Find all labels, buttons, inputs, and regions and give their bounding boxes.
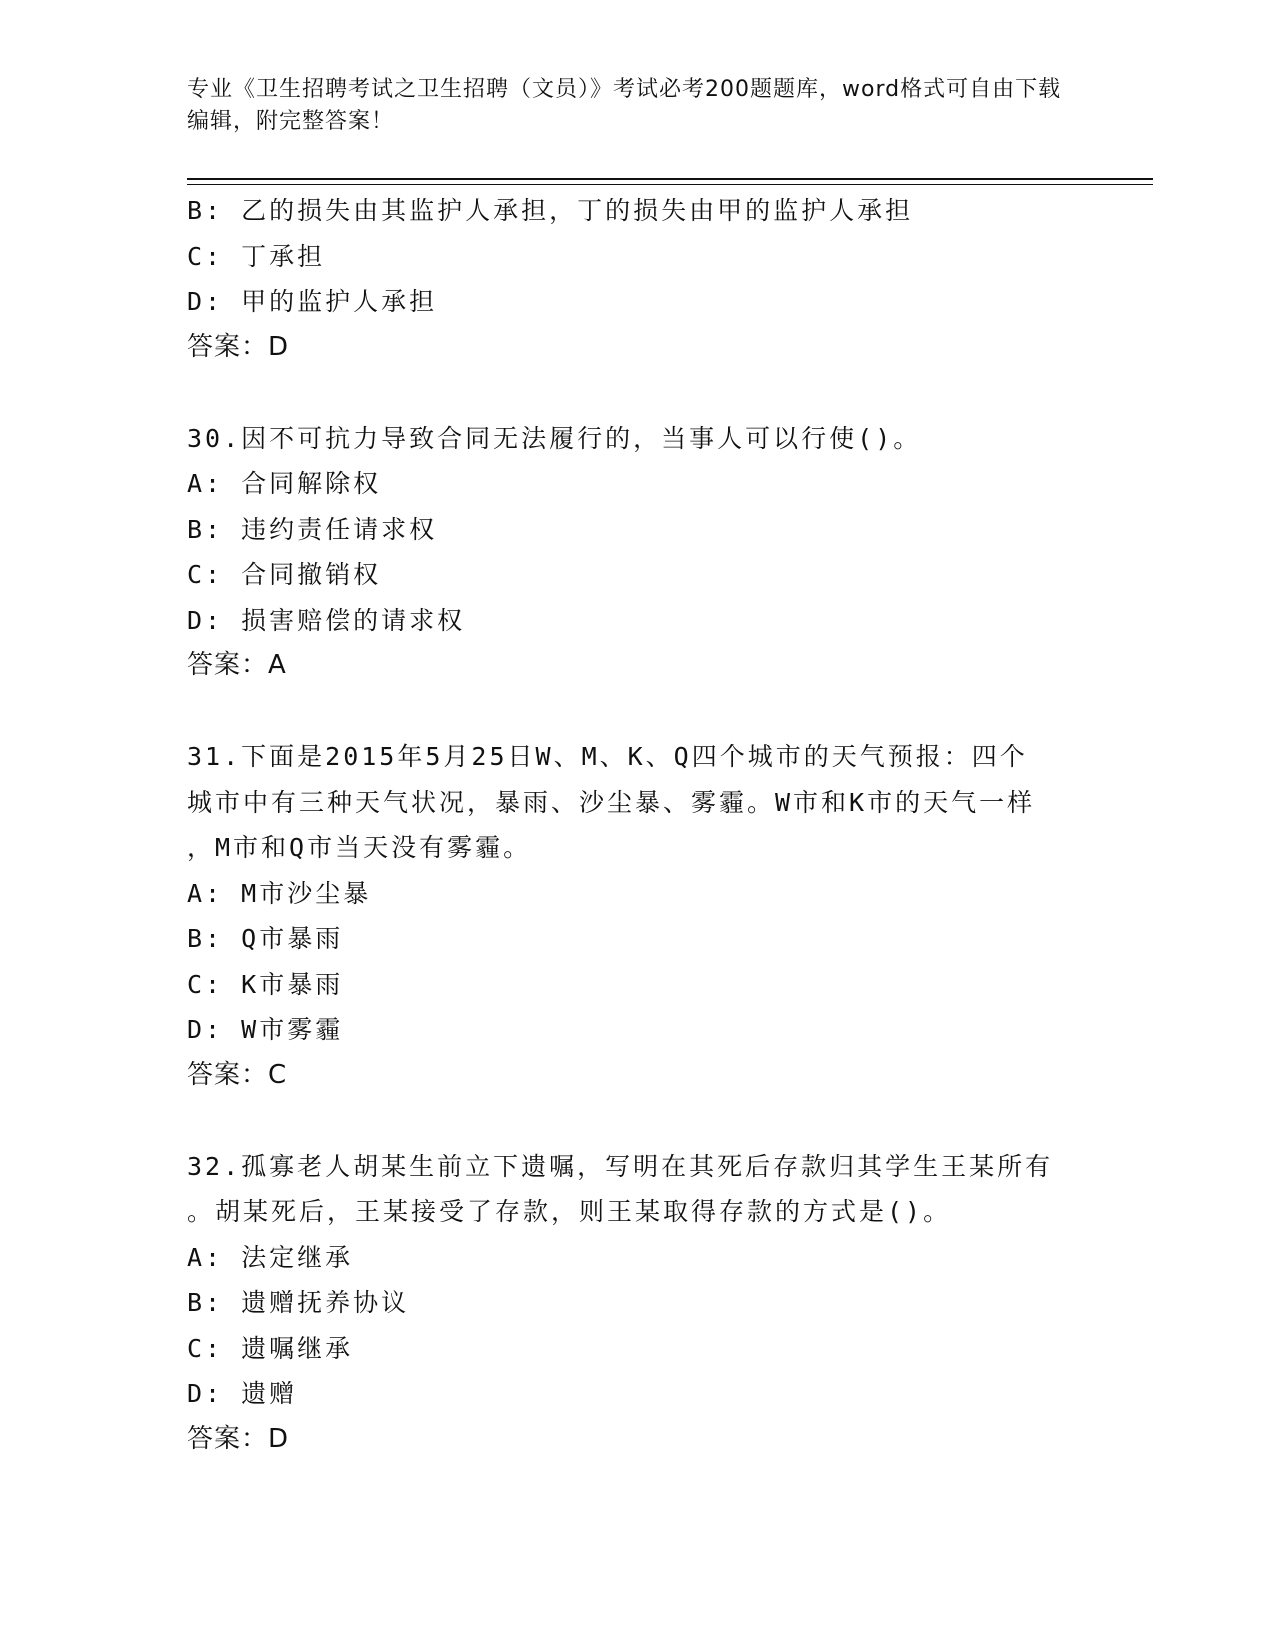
question-text: 城市中有三种天气状况，暴雨、沙尘暴、雾霾。W市和K市的天气一样 (187, 787, 1036, 817)
option-d: D: 甲的监护人承担 (187, 287, 438, 316)
block-spacer (187, 689, 1087, 735)
option-c: C: 丁承担 (187, 241, 326, 271)
option-c: C: 遗嘱继承 (187, 1333, 354, 1363)
question-block-31 (187, 734, 1087, 1098)
option-b: B: 违约责任请求权 (187, 514, 438, 544)
answer-line: 答案：C (187, 1059, 288, 1090)
header-divider-thin (187, 184, 1153, 185)
option-a: A: M市沙尘暴 (187, 878, 372, 908)
question-text: 。胡某死后，王某接受了存款，则王某取得存款的方式是()。 (187, 1197, 952, 1226)
header-divider-thick (187, 178, 1153, 180)
question-text: 30.因不可抗力导致合同无法履行的，当事人可以行使()。 (187, 423, 922, 453)
question-text: 31.下面是2015年5月25日W、M、K、Q四个城市的天气预报：四个 (187, 742, 1028, 771)
answer-line: 答案：D (187, 1423, 290, 1454)
question-text: ，M市和Q市当天没有雾霾。 (187, 833, 532, 862)
question-block-32 (187, 1144, 1087, 1463)
option-b: B: Q市暴雨 (187, 924, 344, 953)
option-d: D: 遗赠 (187, 1379, 298, 1408)
document-header: 专业《卫生招聘考试之卫生招聘（文员）》考试必考200题题库，word格式可自由下载编辑，附完整答案！ (187, 77, 1062, 134)
question-block-29 (187, 188, 1087, 370)
option-b: B: 乙的损失由其监护人承担，丁的损失由甲的监护人承担 (187, 196, 914, 225)
answer-line: 答案：A (187, 650, 287, 680)
question-list (187, 188, 1087, 1462)
option-c: C: K市暴雨 (187, 969, 344, 999)
answer-line: 答案：D (187, 331, 290, 362)
option-a: A: 合同解除权 (187, 469, 382, 498)
option-a: A: 法定继承 (187, 1242, 354, 1272)
block-spacer (187, 1098, 1087, 1144)
option-b: B: 遗赠抚养协议 (187, 1288, 410, 1317)
question-text: 32.孤寡老人胡某生前立下遗嘱，写明在其死后存款归其学生王某所有 (187, 1151, 1054, 1181)
option-d: D: 损害赔偿的请求权 (187, 605, 466, 635)
block-spacer (187, 370, 1087, 416)
option-d: D: W市雾霾 (187, 1015, 344, 1044)
question-block-30 (187, 416, 1087, 689)
option-c: C: 合同撤销权 (187, 560, 382, 589)
